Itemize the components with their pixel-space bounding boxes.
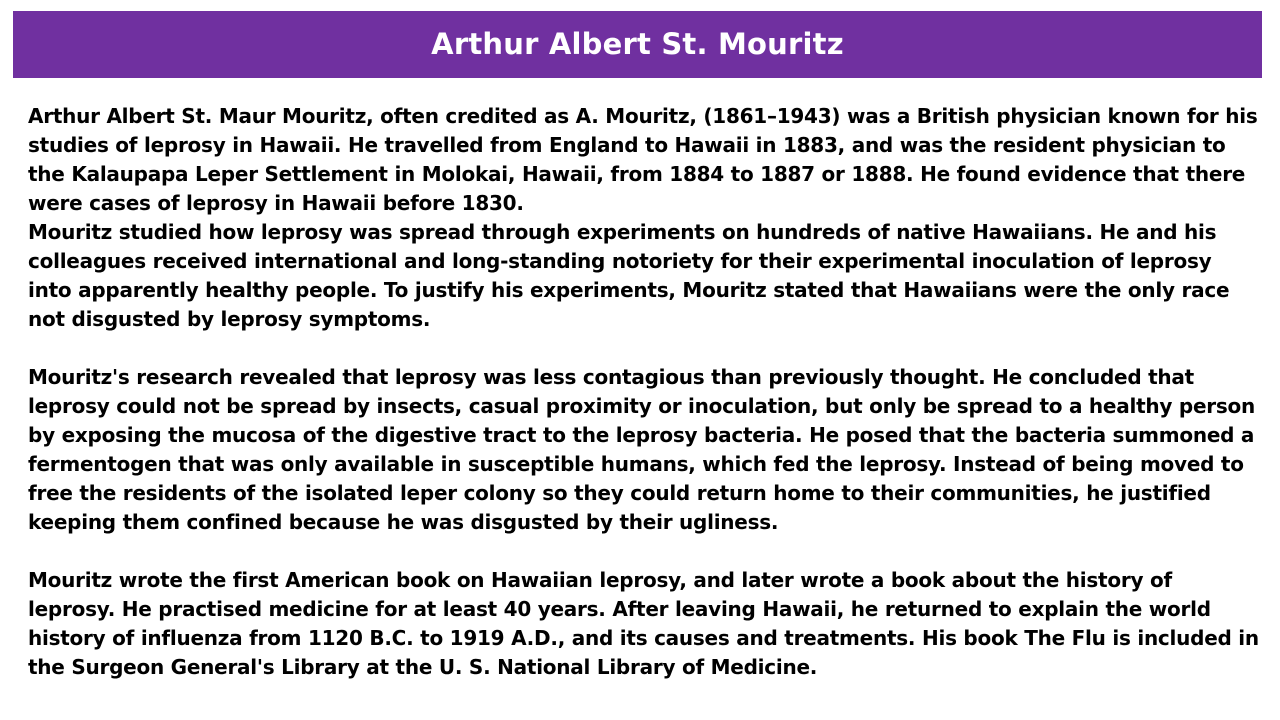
paragraph-experiments: Mouritz studied how leprosy was spread through experiments on hundreds of native Hawaiians. He and his colleagues received international and long-standing notoriety for their experimental inoculation of leprosy into apparently healthy people. To justify his experiments, Mouritz stated that Hawaiians were the only race not disgusted by leprosy symptoms. (28, 220, 1230, 331)
slide-body (28, 102, 1260, 682)
paragraph-books: Mouritz wrote the first American book on Hawaiian leprosy, and later wrote a book about the history of leprosy. He practised medicine for at least 40 years. After leaving Hawaii, he returned to explain the world history of influenza from 1120 B.C. to 1919 A.D., and its causes and treatments. His book The Flu is included in the Surgeon General's Library at the U. S. National Library of Medicine. (28, 568, 1259, 679)
paragraph-spacer (28, 334, 1260, 363)
title-bar (13, 11, 1262, 78)
slide-title: Arthur Albert St. Mouritz (431, 26, 844, 61)
paragraph-intro: Arthur Albert St. Maur Mouritz, often credited as A. Mouritz, (1861–1943) was a British physician known for his studies of leprosy in Hawaii. He travelled from England to Hawaii in 1883, and was the resident physician to the Kalaupapa Leper Settlement in Molokai, Hawaii, from 1884 to 1887 or 1888. He found evidence that there were cases of leprosy in Hawaii before 1830. (28, 104, 1258, 215)
paragraph-spacer (28, 537, 1260, 566)
paragraph-research: Mouritz's research revealed that leprosy was less contagious than previously thought. He concluded that leprosy could not be spread by insects, casual proximity or inoculation, but only be spread to a healthy person by exposing the mucosa of the digestive tract to the leprosy bacteria. He posed that the bacteria summoned a fermentogen that was only available in susceptible humans, which fed the leprosy. Instead of being moved to free the residents of the isolated leper colony so they could return home to their communities, he justified keeping them confined because he was disgusted by their ugliness. (28, 365, 1256, 534)
